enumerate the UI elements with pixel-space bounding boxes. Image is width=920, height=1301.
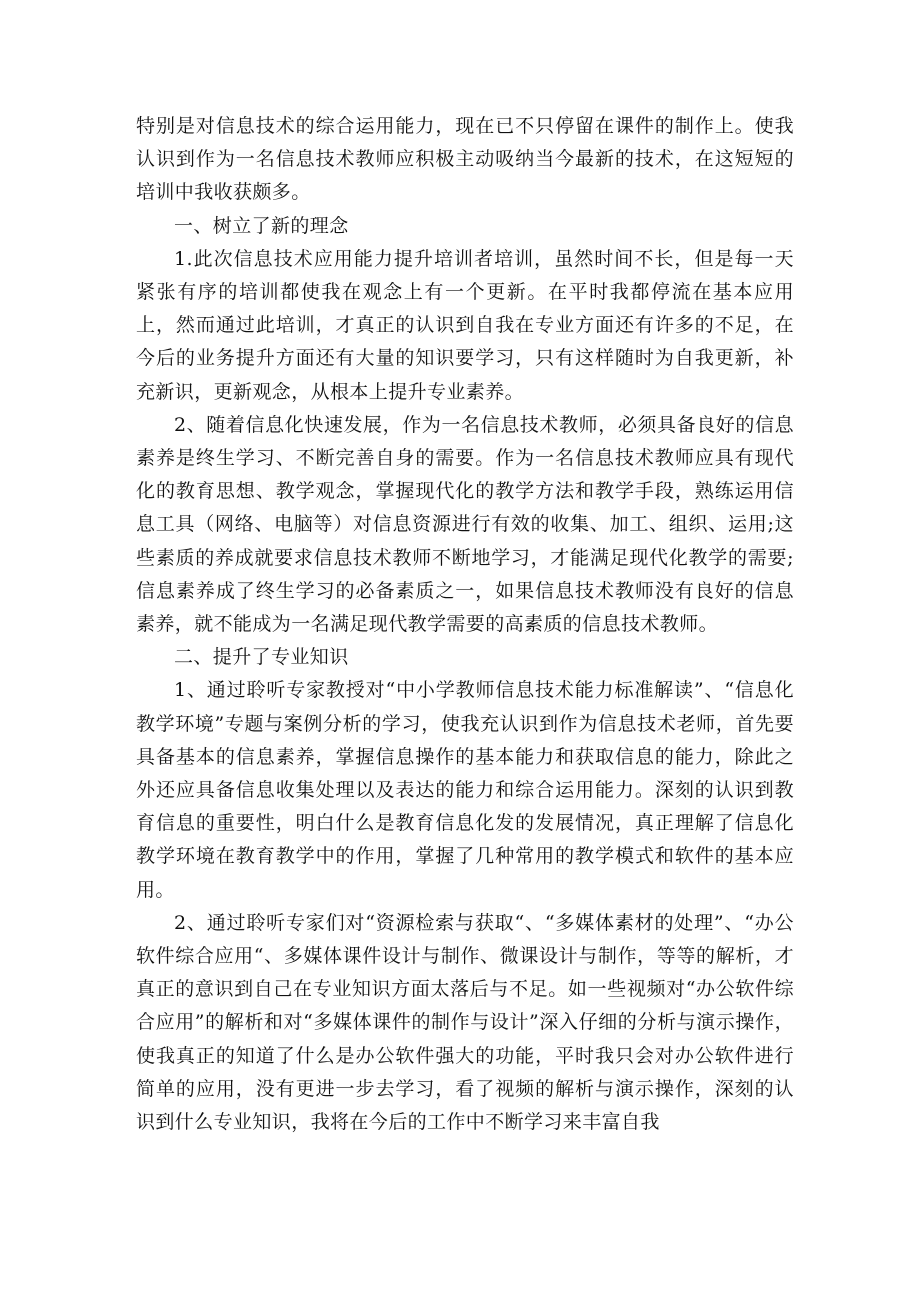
- paragraph-item-2-2: 2、通过聆听专家们对“资源检索与获取“、“多媒体素材的处理”、“办公软件综合应用“、多媒体课件设计与制作、微课设计与制作，等等的解析，才真正的意识到自己在专业知识方面太落后与不足。如一些视频对“办公软件综合应用”的解析和对“多媒体课件的制作与设计”深入仔细的分析与演示操作，使我真正的知道了什么是办公软件强大的功能，平时我只会对办公软件进行简单的应用，没有更进一步去学习，看了视频的解析与演示操作，深刻的认识到什么专业知识，我将在今后的工作中不断学习来丰富自我: [136, 911, 794, 1134]
- section-heading-new-concepts: 一、树立了新的理念: [174, 214, 349, 237]
- paragraph-intro: 特别是对信息技术的综合运用能力，现在已不只停留在课件的制作上。使我认识到作为一名信息技术教师应积极主动吸纳当今最新的技术，在这短短的培训中我收获颇多。: [136, 115, 794, 204]
- section-heading-professional-knowledge: 二、提升了专业知识: [174, 646, 349, 669]
- paragraph-item-1-1: 1.此次信息技术应用能力提升培训者培训，虽然时间不长，但是每一天紧张有序的培训都使我在观念上有一个更新。在平时我都停流在基本应用上，然而通过此培训，才真正的认识到自我在专业方面还有许多的不足，在今后的业务提升方面还有大量的知识要学习，只有这样随时为自我更新，补充新识，更新观念，从根本上提升专业素养。: [136, 247, 794, 403]
- document-body: [136, 110, 794, 1139]
- paragraph-item-1-2: 2、随着信息化快速发展，作为一名信息技术教师，必须具备良好的信息素养是终生学习、不断完善自身的需要。作为一名信息技术教师应具有现代化的教育思想、教学观念，掌握现代化的教学方法和教学手段，熟练运用信息工具（网络、电脑等）对信息资源进行有效的收集、加工、组织、运用;这些素质的养成就要求信息技术教师不断地学习，才能满足现代化教学的需要;信息素养成了终生学习的必备素质之一，如果信息技术教师没有良好的信息素养，就不能成为一名满足现代教学需要的高素质的信息技术教师。: [136, 413, 794, 636]
- paragraph-item-2-1: 1、通过聆听专家教授对“中小学教师信息技术能力标准解读”、“信息化教学环境”专题与案例分析的学习，使我充认识到作为信息技术老师，首先要具备基本的信息素养，掌握信息操作的基本能力和获取信息的能力，除此之外还应具备信息收集处理以及表达的能力和综合运用能力。深刻的认识到教育信息的重要性，明白什么是教育信息化发的发展情况，真正理解了信息化教学环境在教育教学中的作用，掌握了几种常用的教学模式和软件的基本应用。: [136, 679, 794, 901]
